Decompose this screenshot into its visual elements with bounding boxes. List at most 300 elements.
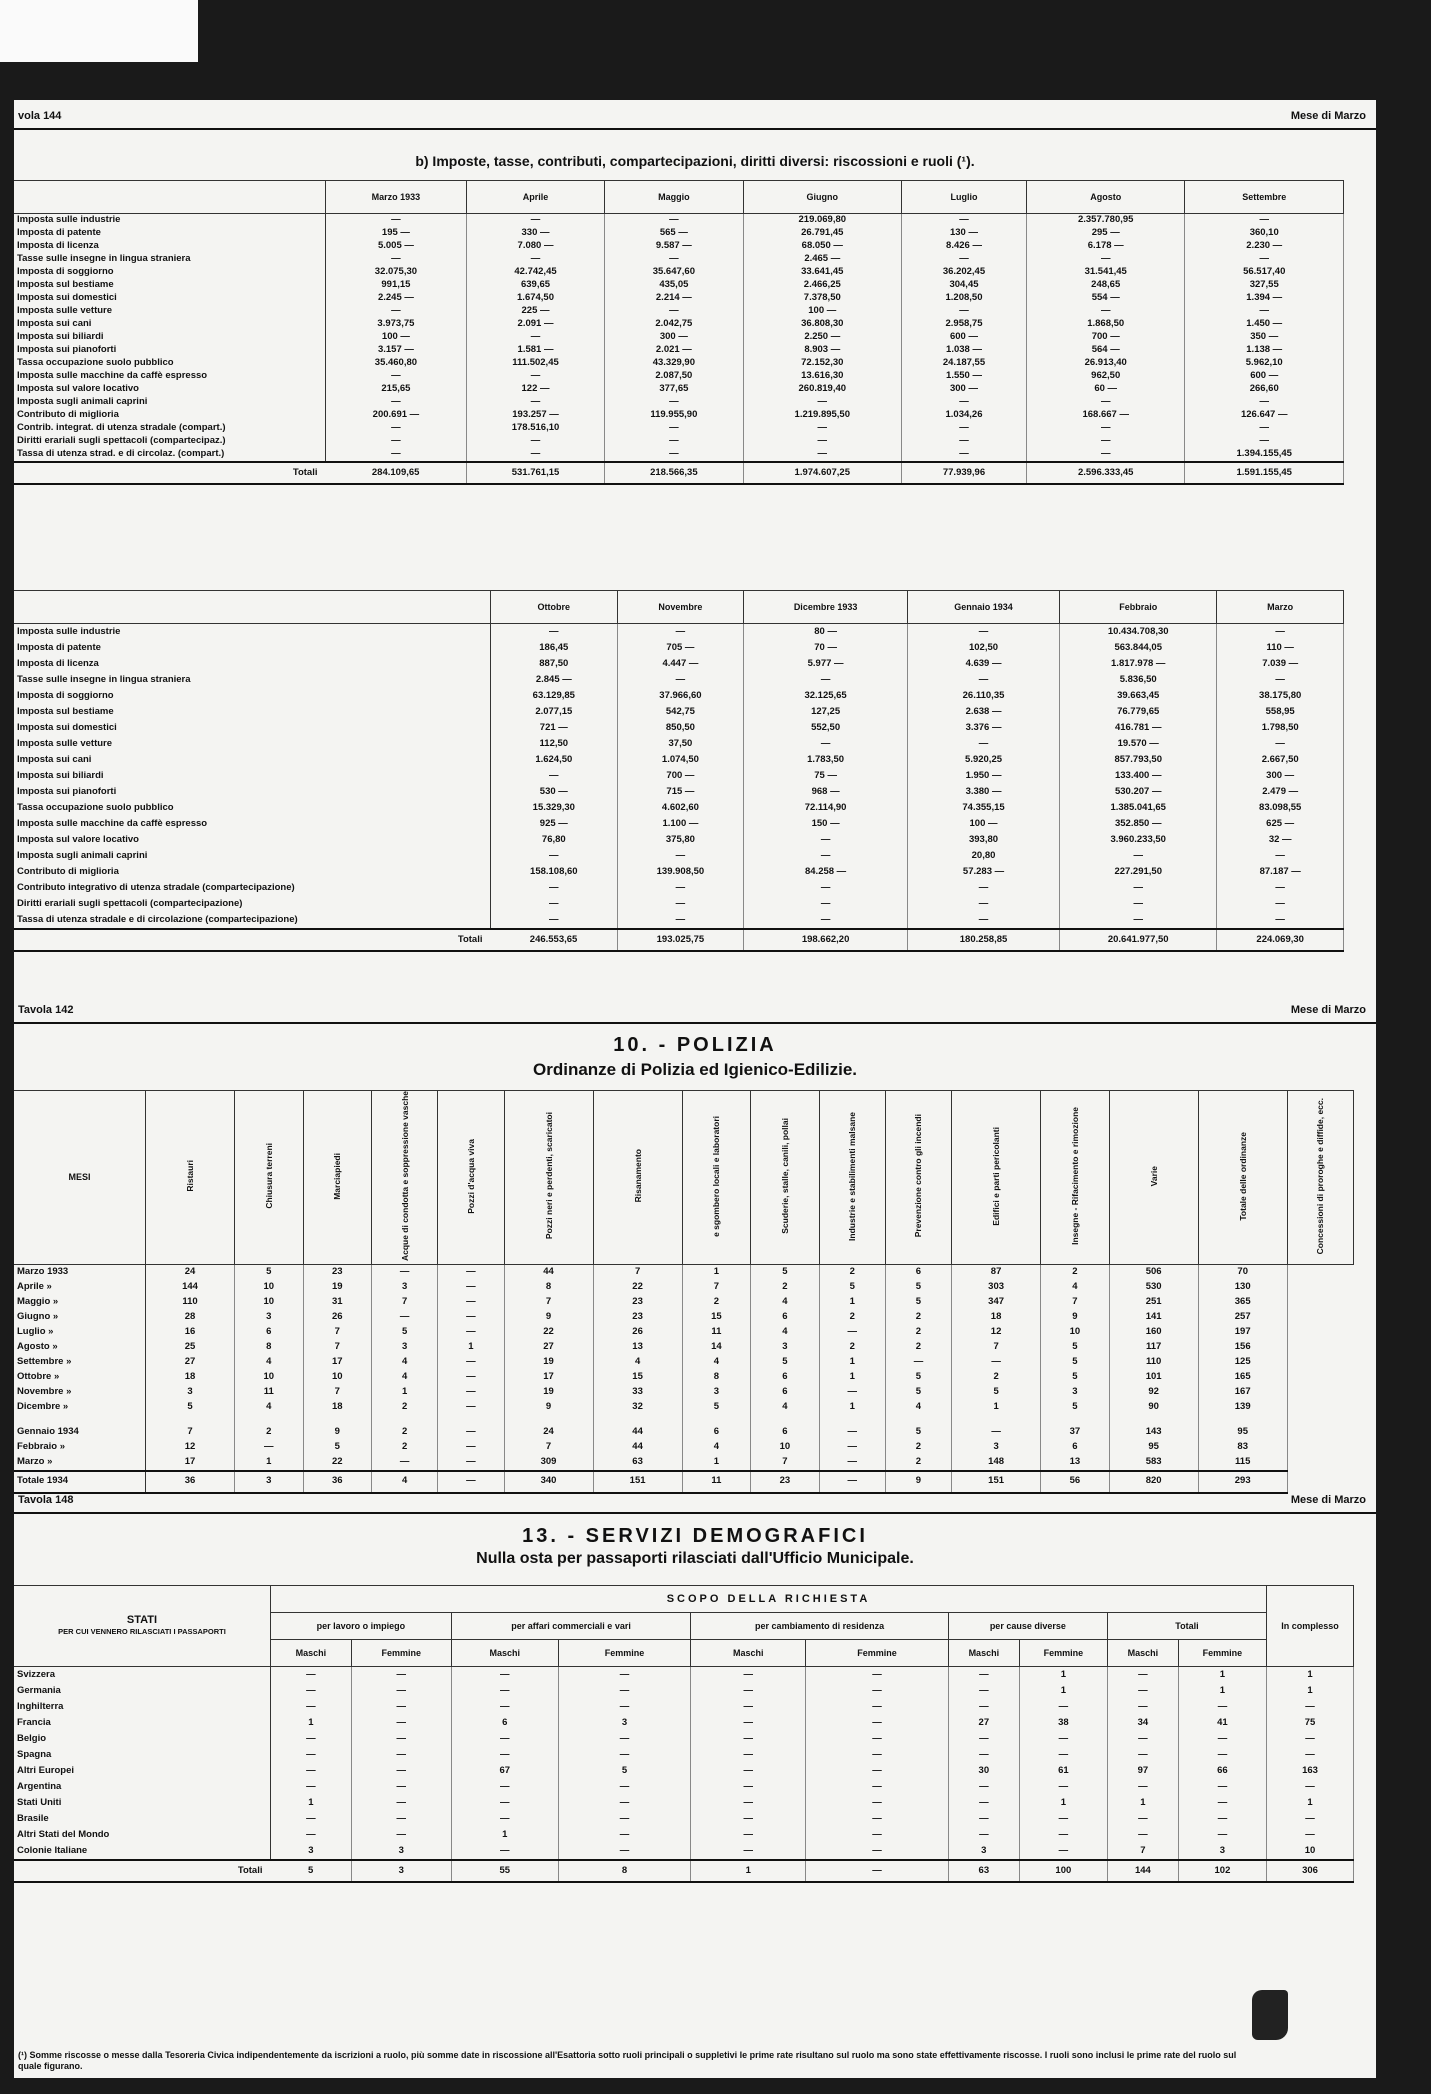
table-row <box>14 1400 1354 1415</box>
total-value: 151 <box>593 1471 682 1493</box>
cell-value: — <box>1267 1811 1354 1827</box>
cell-value: 37.966,60 <box>617 688 744 704</box>
cell-value: 9 <box>303 1415 371 1440</box>
table-row <box>14 880 1344 896</box>
cell-value: 4 <box>1041 1280 1109 1295</box>
cell-value: 4 <box>751 1400 819 1415</box>
cell-value: 2 <box>885 1310 951 1325</box>
taxes-table-part1 <box>14 180 1344 485</box>
cell-value: 1 <box>1019 1683 1107 1699</box>
document-page <box>14 100 1376 2078</box>
cell-value: 72.152,30 <box>743 357 901 370</box>
row-label: Imposta sui domestici <box>14 720 491 736</box>
sex-header: Maschi <box>948 1640 1019 1667</box>
total-value: 531.761,15 <box>466 462 604 484</box>
column-header: Aprile <box>466 181 604 214</box>
cell-value: 1 <box>819 1295 885 1310</box>
cell-value: 18 <box>303 1400 371 1415</box>
cell-value: — <box>351 1683 451 1699</box>
cell-value: — <box>271 1667 352 1684</box>
cell-value: 117 <box>1109 1340 1198 1355</box>
cell-value: 115 <box>1198 1455 1287 1471</box>
table-number: Tavola 142 <box>18 1004 74 1016</box>
cell-value: — <box>819 1415 885 1440</box>
cell-value: 558,95 <box>1217 704 1344 720</box>
total-value: 820 <box>1109 1471 1198 1493</box>
cell-value: 2 <box>372 1400 438 1415</box>
cell-value: 4 <box>372 1355 438 1370</box>
cell-value: 377,65 <box>605 383 743 396</box>
table-row <box>14 1340 1354 1355</box>
cell-value: 110 <box>146 1295 235 1310</box>
table-row <box>14 344 1344 357</box>
cell-value: — <box>491 624 618 641</box>
column-header <box>593 1091 682 1265</box>
cell-value: 600 — <box>1185 370 1344 383</box>
cell-value: 1 <box>819 1355 885 1370</box>
cell-value: 63 <box>593 1455 682 1471</box>
cell-value: 1.038 — <box>902 344 1027 357</box>
cell-value: 219.069,80 <box>743 214 901 228</box>
cell-value: 139 <box>1198 1400 1287 1415</box>
cell-value: 4 <box>235 1355 303 1370</box>
cell-value: — <box>691 1763 806 1779</box>
cell-value: — <box>1178 1811 1266 1827</box>
cell-value: 5 <box>952 1385 1041 1400</box>
cell-value: — <box>1026 422 1184 435</box>
row-label: Imposta sul valore locativo <box>14 383 326 396</box>
cell-value: 1 <box>819 1370 885 1385</box>
cell-value: 639,65 <box>466 279 604 292</box>
cell-value: 251 <box>1109 1295 1198 1310</box>
sex-header: Maschi <box>451 1640 558 1667</box>
state-label: Svizzera <box>14 1667 271 1684</box>
cell-value: 435,05 <box>605 279 743 292</box>
cell-value: — <box>351 1779 451 1795</box>
cell-value: 26.110,35 <box>907 688 1059 704</box>
sex-header: Maschi <box>271 1640 352 1667</box>
cell-value: 43.329,90 <box>605 357 743 370</box>
cell-value: 857.793,50 <box>1060 752 1217 768</box>
cell-value: — <box>948 1827 1019 1843</box>
cell-value: 295 — <box>1026 227 1184 240</box>
cell-value: 112,50 <box>491 736 618 752</box>
total-value: 3 <box>235 1471 303 1493</box>
month-label: Novembre » <box>14 1385 146 1400</box>
cell-value: 4 <box>372 1370 438 1385</box>
cell-value: 1.798,50 <box>1217 720 1344 736</box>
cell-value: — <box>1185 422 1344 435</box>
cell-value: 2 <box>819 1264 885 1280</box>
cell-value: — <box>691 1779 806 1795</box>
row-label: Diritti erariali sugli spettacoli (compartecipazione) <box>14 896 491 912</box>
cell-value: — <box>558 1683 691 1699</box>
cell-value: 3 <box>558 1715 691 1731</box>
cell-value: 119.955,90 <box>605 409 743 422</box>
table-row <box>14 292 1344 305</box>
cell-value: 7 <box>751 1455 819 1471</box>
cell-value: 148 <box>952 1455 1041 1471</box>
cell-value: 14 <box>682 1340 750 1355</box>
cell-value: — <box>902 305 1027 318</box>
total-value: 1.591.155,45 <box>1185 462 1344 484</box>
cell-value: 10 <box>1041 1325 1109 1340</box>
month-label: Mese di Marzo <box>1290 110 1366 122</box>
total-value: 180.258,85 <box>907 929 1059 951</box>
month-label: Mese di Marzo <box>1290 1004 1366 1016</box>
cell-value: — <box>1107 1699 1178 1715</box>
cell-value: — <box>438 1370 504 1385</box>
cell-value: — <box>438 1280 504 1295</box>
cell-value: 7 <box>303 1325 371 1340</box>
row-label: Imposta sulle industrie <box>14 624 491 641</box>
cell-value: 304,45 <box>902 279 1027 292</box>
cell-value: — <box>1185 253 1344 266</box>
column-header-text: Scuderie, stalle, canili, pollai <box>779 1118 790 1234</box>
total-value: 9 <box>885 1471 951 1493</box>
cell-value: 1.394.155,45 <box>1185 448 1344 462</box>
cell-value: 330 — <box>466 227 604 240</box>
cell-value: — <box>351 1715 451 1731</box>
cell-value: 2.466,25 <box>743 279 901 292</box>
total-value: 144 <box>1107 1860 1178 1882</box>
row-label: Imposta di patente <box>14 227 326 240</box>
cell-value: 5 <box>885 1415 951 1440</box>
cell-value: 25 <box>146 1340 235 1355</box>
column-header-text: Varie <box>1148 1165 1159 1187</box>
cell-value: 16 <box>146 1325 235 1340</box>
cell-value: — <box>1019 1747 1107 1763</box>
cell-value: — <box>744 896 908 912</box>
cell-value: — <box>1178 1795 1266 1811</box>
cell-value: 300 — <box>605 331 743 344</box>
cell-value: — <box>466 396 604 409</box>
column-header: Settembre <box>1185 181 1344 214</box>
cell-value: 2 <box>885 1340 951 1355</box>
cell-value: 416.781 — <box>1060 720 1217 736</box>
states-header-subtitle: PER CUI VENNERO RILASCIATI I PASSAPORTI <box>58 1626 226 1636</box>
cell-value: — <box>466 370 604 383</box>
cell-value: — <box>907 672 1059 688</box>
column-header <box>1287 1091 1353 1265</box>
cell-value: 1 <box>1019 1667 1107 1684</box>
page-header <box>14 1490 1376 1514</box>
cell-value: — <box>1217 624 1344 641</box>
cell-value: 163 <box>1267 1763 1354 1779</box>
cell-value: 1.219.895,50 <box>743 409 901 422</box>
cell-value: — <box>1060 912 1217 929</box>
totals-label: Totali <box>14 462 326 484</box>
cell-value: — <box>744 912 908 929</box>
total-value: 102 <box>1178 1860 1266 1882</box>
row-label: Imposta sui biliardi <box>14 331 326 344</box>
total-value: — <box>819 1471 885 1493</box>
cell-value: 7.080 — <box>466 240 604 253</box>
cell-value: — <box>691 1811 806 1827</box>
cell-value: 215,65 <box>326 383 467 396</box>
cell-value: 563.844,05 <box>1060 640 1217 656</box>
cell-value: 564 — <box>1026 344 1184 357</box>
month-label: Agosto » <box>14 1340 146 1355</box>
cell-value: 8 <box>682 1370 750 1385</box>
cell-value: — <box>743 422 901 435</box>
cell-value: 1.950 — <box>907 768 1059 784</box>
cell-value: 66 <box>1178 1763 1266 1779</box>
cell-value: — <box>438 1385 504 1400</box>
cell-value: 7.039 — <box>1217 656 1344 672</box>
table-row <box>14 1355 1354 1370</box>
cell-value: — <box>372 1264 438 1280</box>
cell-value: — <box>491 880 618 896</box>
cell-value: 17 <box>504 1370 593 1385</box>
cell-value: 2 <box>235 1415 303 1440</box>
cell-value: 186,45 <box>491 640 618 656</box>
table-row <box>14 409 1344 422</box>
state-label: Germania <box>14 1683 271 1699</box>
total-value: 36 <box>303 1471 371 1493</box>
cell-value: 6 <box>751 1385 819 1400</box>
row-label: Tassa di utenza strad. e di circolaz. (compart.) <box>14 448 326 462</box>
cell-value: 5 <box>885 1280 951 1295</box>
cell-value: 60 — <box>1026 383 1184 396</box>
cell-value: — <box>691 1731 806 1747</box>
cell-value: 7 <box>504 1440 593 1455</box>
cell-value: 2.845 — <box>491 672 618 688</box>
cell-value: 4 <box>885 1400 951 1415</box>
column-header: Maggio <box>605 181 743 214</box>
cell-value: — <box>271 1763 352 1779</box>
cell-value: 5 <box>558 1763 691 1779</box>
cell-value: 1.450 — <box>1185 318 1344 331</box>
cell-value: — <box>1107 1811 1178 1827</box>
cell-value: 125 <box>1198 1355 1287 1370</box>
cell-value: — <box>558 1795 691 1811</box>
row-label: Imposta sulle vetture <box>14 305 326 318</box>
cell-value: 5 <box>751 1264 819 1280</box>
table-row <box>14 1295 1354 1310</box>
cell-value: — <box>558 1779 691 1795</box>
cell-value: — <box>806 1715 949 1731</box>
cell-value: 6 <box>451 1715 558 1731</box>
cell-value: 3.157 — <box>326 344 467 357</box>
row-label: Imposta sul bestiame <box>14 279 326 292</box>
cell-value: — <box>948 1699 1019 1715</box>
table-row <box>14 864 1344 880</box>
cell-value: 160 <box>1109 1325 1198 1340</box>
cell-value: 1 <box>451 1827 558 1843</box>
cell-value: 700 — <box>1026 331 1184 344</box>
cell-value: — <box>743 435 901 448</box>
table-row <box>14 912 1344 929</box>
cell-value: 552,50 <box>744 720 908 736</box>
cell-value: 3 <box>1041 1385 1109 1400</box>
cell-value: 300 — <box>902 383 1027 396</box>
cell-value: — <box>351 1667 451 1684</box>
cell-value: 3 <box>372 1280 438 1295</box>
cell-value: — <box>744 848 908 864</box>
table-row <box>14 704 1344 720</box>
cell-value: 17 <box>146 1455 235 1471</box>
column-header: Giugno <box>743 181 901 214</box>
cell-value: 130 <box>1198 1280 1287 1295</box>
table-row <box>14 1715 1354 1731</box>
cell-value: 2.245 — <box>326 292 467 305</box>
cell-value: 8 <box>504 1280 593 1295</box>
table-row <box>14 383 1344 396</box>
cell-value: 32.075,30 <box>326 266 467 279</box>
cell-value: 44 <box>504 1264 593 1280</box>
cell-value: 13 <box>593 1340 682 1355</box>
cell-value: 57.283 — <box>907 864 1059 880</box>
cell-value: — <box>372 1310 438 1325</box>
cell-value: 5 <box>682 1400 750 1415</box>
row-label: Imposta sul valore locativo <box>14 832 491 848</box>
group-header: Totali <box>1107 1613 1266 1640</box>
column-header-text: Ristauri <box>185 1160 196 1192</box>
cell-value: 5 <box>1041 1355 1109 1370</box>
table-row <box>14 331 1344 344</box>
cell-value: 110 — <box>1217 640 1344 656</box>
cell-value: 72.114,90 <box>744 800 908 816</box>
total-value: 198.662,20 <box>744 929 908 951</box>
cell-value: — <box>605 422 743 435</box>
cell-value: 4 <box>751 1325 819 1340</box>
cell-value: 5.836,50 <box>1060 672 1217 688</box>
cell-value: — <box>372 1455 438 1471</box>
cell-value: 375,80 <box>617 832 744 848</box>
month-label: Aprile » <box>14 1280 146 1295</box>
cell-value: 2 <box>372 1415 438 1440</box>
month-label: Febbraio » <box>14 1440 146 1455</box>
column-header <box>504 1091 593 1265</box>
passports-table <box>14 1585 1354 1883</box>
table-row <box>14 1440 1354 1455</box>
cell-value: 700 — <box>617 768 744 784</box>
cell-value: — <box>491 896 618 912</box>
cell-value: 2 <box>819 1340 885 1355</box>
cell-value: 4 <box>682 1440 750 1455</box>
cell-value: — <box>605 448 743 462</box>
cell-value: — <box>806 1827 949 1843</box>
totals-row <box>14 462 1344 484</box>
cell-value: 1 <box>682 1455 750 1471</box>
cell-value: — <box>1217 880 1344 896</box>
cell-value: — <box>617 672 744 688</box>
cell-value: — <box>1107 1779 1178 1795</box>
cell-value: 248,65 <box>1026 279 1184 292</box>
cell-value: 200.691 — <box>326 409 467 422</box>
cell-value: — <box>1060 880 1217 896</box>
total-value: 151 <box>952 1471 1041 1493</box>
cell-value: 3 <box>146 1385 235 1400</box>
column-header-text: Pozzi neri e perdenti, scaricatoi <box>543 1112 554 1240</box>
cell-value: 76,80 <box>491 832 618 848</box>
table-row <box>14 1747 1354 1763</box>
month-label: Dicembre » <box>14 1400 146 1415</box>
cell-value: 5 <box>751 1355 819 1370</box>
cell-value: 3 <box>351 1843 451 1860</box>
cell-value: 9.587 — <box>605 240 743 253</box>
group-header: per cause diverse <box>948 1613 1107 1640</box>
cell-value: 75 — <box>744 768 908 784</box>
cell-value: 3 <box>1178 1843 1266 1860</box>
table-row <box>14 1370 1354 1385</box>
cell-value: — <box>451 1779 558 1795</box>
cell-value: — <box>1019 1843 1107 1860</box>
cell-value: 5 <box>372 1325 438 1340</box>
scope-header: SCOPO DELLA RICHIESTA <box>271 1586 1267 1613</box>
cell-value: 7 <box>504 1295 593 1310</box>
cell-value: 23 <box>303 1264 371 1280</box>
cell-value: 1 <box>1178 1683 1266 1699</box>
table-row <box>14 227 1344 240</box>
month-label: Marzo » <box>14 1455 146 1471</box>
table-row <box>14 736 1344 752</box>
cell-value: 2.465 — <box>743 253 901 266</box>
scan-mark <box>1252 1990 1288 2040</box>
cell-value: 260.819,40 <box>743 383 901 396</box>
row-label: Imposta di licenza <box>14 656 491 672</box>
cell-value: 1.100 — <box>617 816 744 832</box>
cell-value: — <box>326 214 467 228</box>
cell-value: 5 <box>819 1280 885 1295</box>
cell-value: 101 <box>1109 1370 1198 1385</box>
row-label: Tassa occupazione suolo pubblico <box>14 357 326 370</box>
row-label: Diritti erariali sugli spettacoli (compartecipaz.) <box>14 435 326 448</box>
table-row <box>14 688 1344 704</box>
cell-value: 76.779,65 <box>1060 704 1217 720</box>
cell-value: — <box>948 1779 1019 1795</box>
cell-value: 87 <box>952 1264 1041 1280</box>
cell-value: — <box>451 1811 558 1827</box>
cell-value: — <box>1026 253 1184 266</box>
cell-value: 84.258 — <box>744 864 908 880</box>
row-label: Imposta sulle vetture <box>14 736 491 752</box>
police-table-title: Ordinanze di Polizia ed Igienico-Edilizie. <box>533 1060 857 1079</box>
cell-value: — <box>351 1747 451 1763</box>
cell-value: 32 <box>593 1400 682 1415</box>
cell-value: 143 <box>1109 1415 1198 1440</box>
cell-value: 130 — <box>902 227 1027 240</box>
cell-value: 56.517,40 <box>1185 266 1344 279</box>
cell-value: — <box>1217 848 1344 864</box>
cell-value: — <box>438 1400 504 1415</box>
cell-value: — <box>1107 1667 1178 1684</box>
cell-value: — <box>326 448 467 462</box>
cell-value: 3 <box>682 1385 750 1400</box>
cell-value: 22 <box>504 1325 593 1340</box>
cell-value: 6 <box>682 1415 750 1440</box>
cell-value: 1 <box>1267 1683 1354 1699</box>
cell-value: — <box>885 1355 951 1370</box>
total-value: 3 <box>351 1860 451 1882</box>
cell-value: 3 <box>271 1843 352 1860</box>
table-row <box>14 240 1344 253</box>
month-label: Giugno » <box>14 1310 146 1325</box>
state-label: Argentina <box>14 1779 271 1795</box>
cell-value: — <box>691 1683 806 1699</box>
cell-value: 26 <box>303 1310 371 1325</box>
cell-value: 4.447 — <box>617 656 744 672</box>
column-header-text: Totale delle ordinanze <box>1237 1131 1248 1221</box>
cell-value: — <box>1026 396 1184 409</box>
cell-value: — <box>691 1843 806 1860</box>
cell-value: — <box>271 1827 352 1843</box>
cell-value: — <box>438 1325 504 1340</box>
cell-value: — <box>605 435 743 448</box>
total-value: — <box>438 1471 504 1493</box>
sex-header: Maschi <box>691 1640 806 1667</box>
